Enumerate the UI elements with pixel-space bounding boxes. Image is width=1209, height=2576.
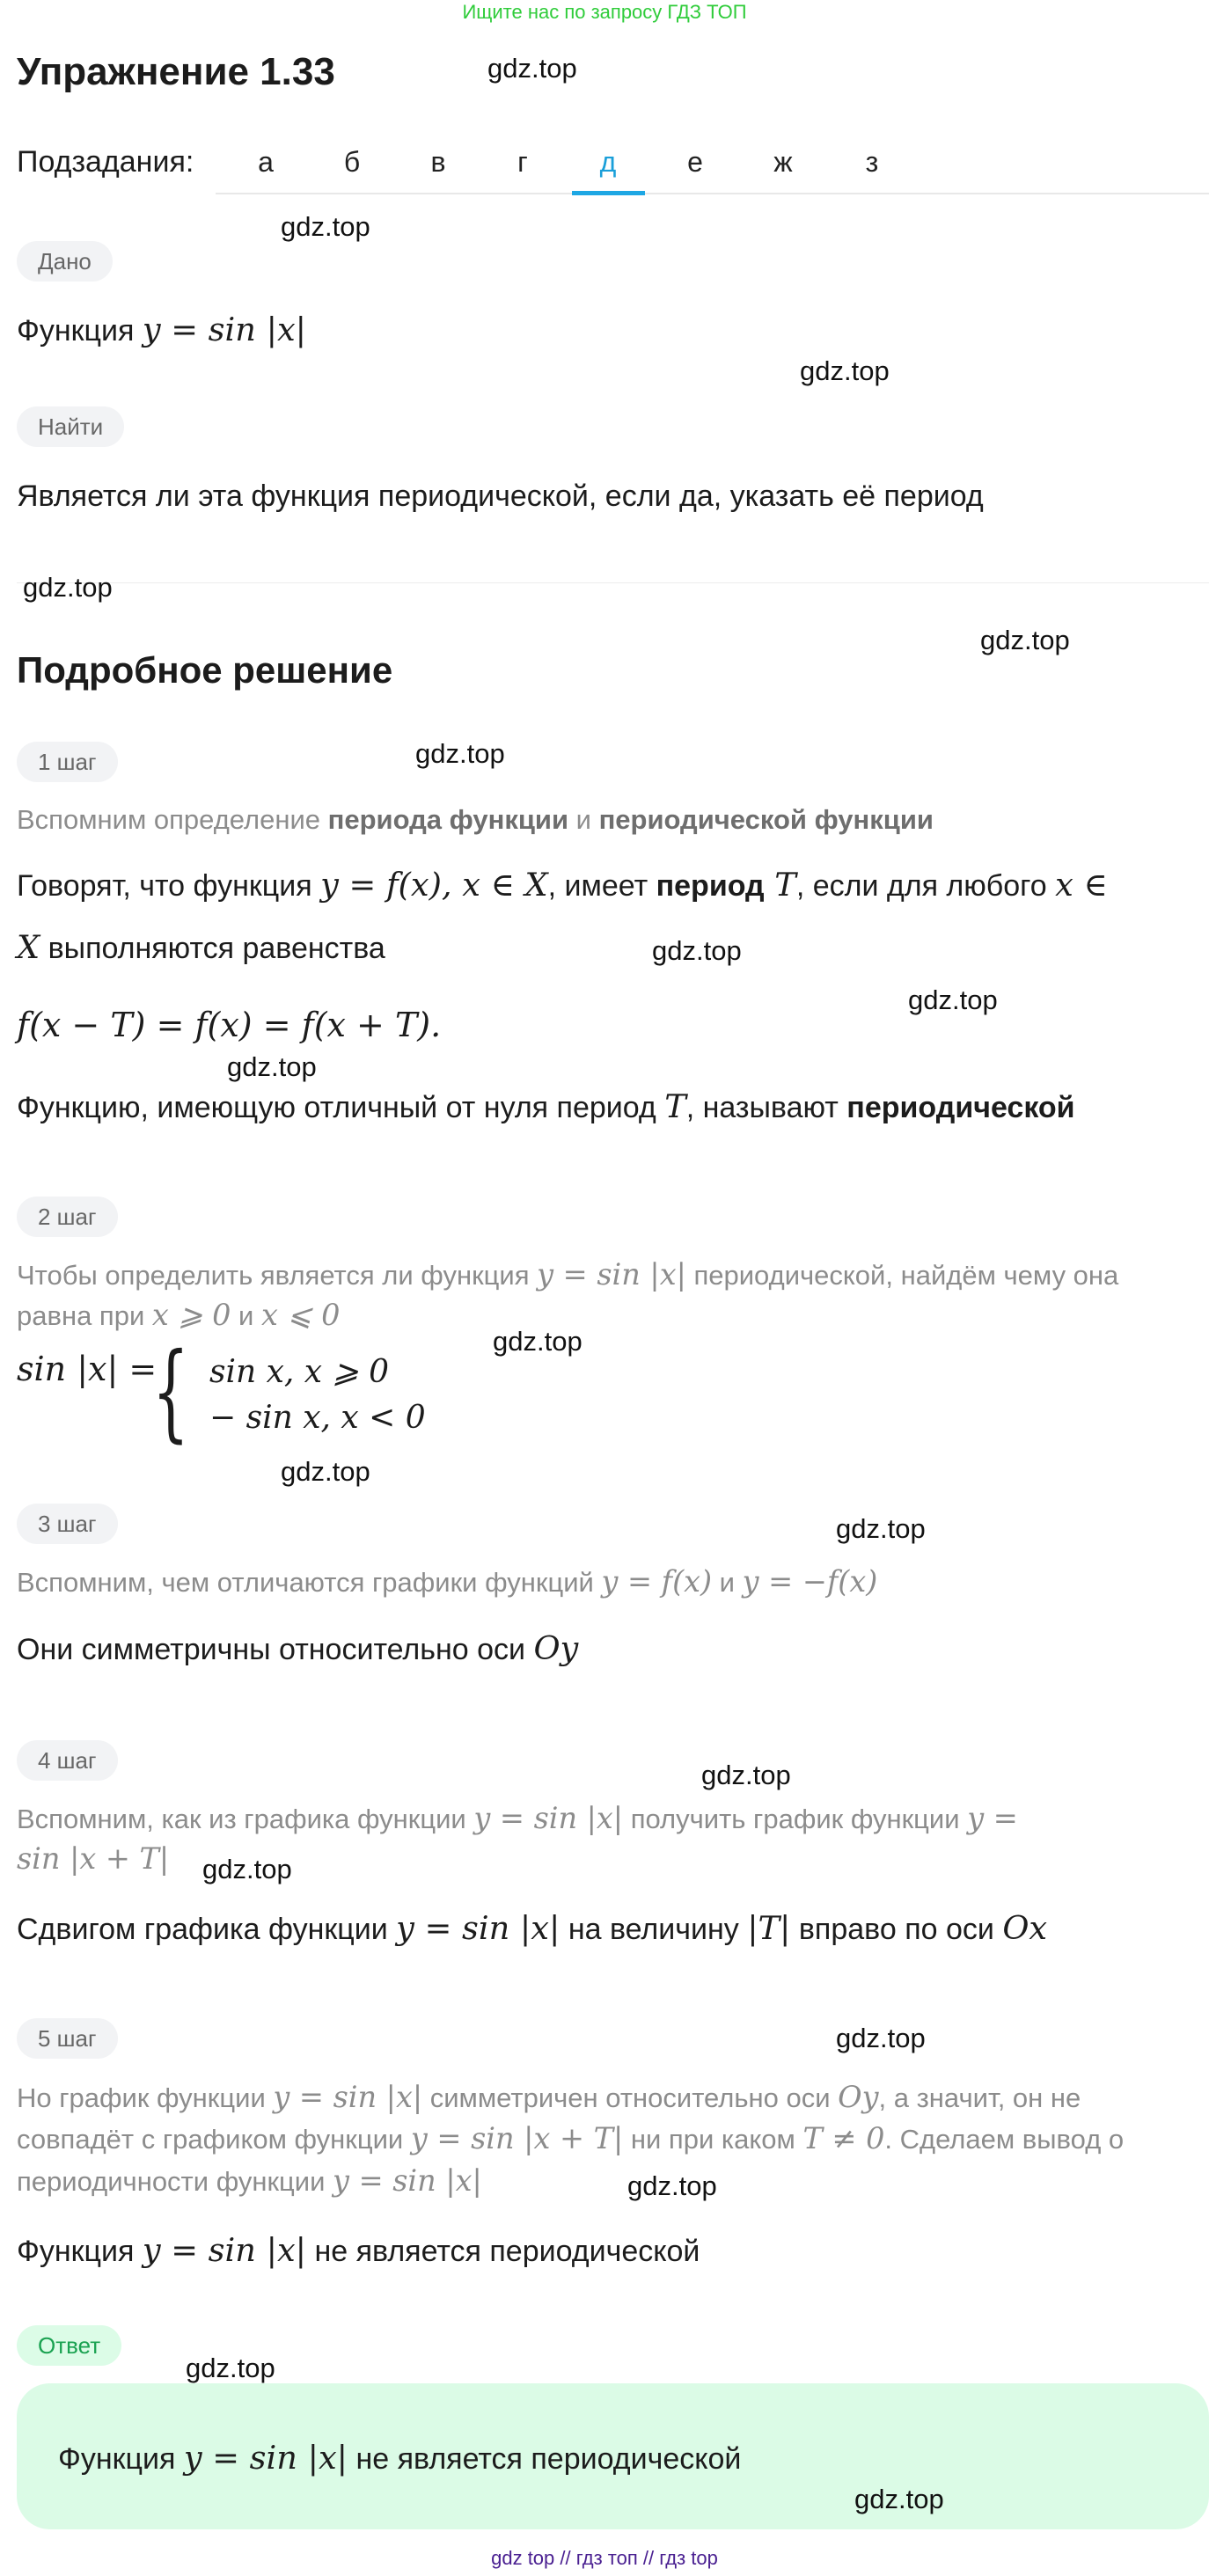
step-1-line-1 [17, 860, 1200, 910]
tab-zh[interactable]: ж [773, 146, 793, 178]
math: x ∈ [1055, 866, 1108, 904]
tab-e[interactable]: е [687, 146, 703, 178]
text: Чтобы определить является ли функция [17, 1260, 538, 1291]
tab-v[interactable]: в [430, 146, 446, 178]
step-1-formula: f(x − T) = f(x) = f(x + T). [17, 1006, 442, 1044]
bold-text: период [656, 869, 765, 903]
math: sin |x + T| [17, 1841, 170, 1876]
step-1-hint [17, 795, 1200, 845]
text: Функция [17, 314, 143, 348]
text: Функцию, имеющую отличный от нуля период [17, 1091, 665, 1124]
math: x ⩽ 0 [260, 1298, 341, 1332]
math: y = f(x) [601, 1564, 713, 1599]
answer-text [58, 2433, 1200, 2483]
tab-z[interactable]: з [865, 146, 879, 178]
given-badge: Дано [17, 241, 113, 282]
math: y = sin |x| [333, 2163, 482, 2198]
find-badge: Найти [17, 406, 124, 447]
math: y = [967, 1801, 1018, 1835]
watermark: gdz.top [652, 935, 742, 966]
tab-g[interactable]: г [517, 146, 528, 178]
math: y = sin |x| [142, 311, 307, 348]
text: ни при каком [623, 2124, 803, 2155]
watermark: gdz.top [23, 572, 113, 603]
watermark: gdz.top [493, 1326, 583, 1357]
math: T ≠ 0 [802, 2121, 885, 2155]
watermark: gdz.top [701, 1760, 791, 1790]
answer-badge: Ответ [17, 2325, 121, 2366]
math: Ox [1002, 1909, 1048, 1947]
text: Функция [17, 2235, 143, 2268]
step-1-line-2 [17, 923, 1200, 972]
bold-text: периодической функции [598, 804, 934, 835]
math: Oy [838, 2080, 879, 2114]
text: и [568, 804, 599, 835]
piecewise-lhs: sin |x| = [17, 1350, 158, 1388]
piecewise-case-1: sin x, x ⩾ 0 [209, 1354, 390, 1390]
math: T [664, 1087, 686, 1125]
watermark: gdz.top [836, 2023, 926, 2053]
step-3-line-1 [17, 1624, 1200, 1673]
text: Вспомним, как из графика функции [17, 1804, 474, 1834]
math: |T| [747, 1909, 791, 1947]
watermark: gdz.top [186, 2353, 275, 2383]
text: Вспомним, чем отличаются графики функций [17, 1567, 602, 1598]
math: y = sin |x| [273, 2080, 423, 2114]
bold-text: периода функции [327, 804, 569, 835]
text: Они симметричны относительно оси [17, 1633, 534, 1666]
step-5-hint-3 [17, 2156, 1200, 2206]
watermark: gdz.top [281, 211, 370, 242]
text: Говорят, что функция [17, 869, 321, 903]
text: периодической, найдём чему она [685, 1260, 1119, 1291]
step-2-badge: 2 шаг [17, 1197, 118, 1237]
text: совпадёт с графиком функции [17, 2124, 411, 2155]
text: на величину [560, 1913, 748, 1946]
text: симметричен относительно оси [422, 2082, 839, 2113]
find-text: Является ли эта функция периодической, если да, указать её период [17, 479, 984, 513]
math: y = sin |x + T| [410, 2121, 624, 2155]
text: . Сделаем вывод о [884, 2124, 1125, 2155]
text: , если для любого [795, 869, 1056, 903]
watermark: gdz.top [980, 625, 1070, 655]
text: периодичности функции [17, 2166, 333, 2197]
text: равна при [17, 1300, 152, 1331]
step-2-hint-2 [17, 1291, 1200, 1340]
text: и [231, 1300, 261, 1331]
text: Но график функции [17, 2082, 274, 2113]
watermark: gdz.top [854, 2484, 944, 2514]
text: выполняются равенства [40, 932, 385, 965]
bold-text: периодической [846, 1091, 1075, 1124]
watermark: gdz.top [487, 53, 577, 84]
math: X [17, 928, 40, 966]
step-4-line-1 [17, 1904, 1200, 1953]
step-4-badge: 4 шаг [17, 1740, 118, 1781]
text: Сдвигом графика функции [17, 1913, 397, 1946]
math: y = sin |x| [473, 1801, 624, 1835]
active-tab-indicator [572, 191, 645, 195]
piecewise-case-2: − sin x, x < 0 [209, 1400, 426, 1436]
text: не является периодической [348, 2442, 742, 2476]
step-1-badge: 1 шаг [17, 742, 118, 782]
text: получить график функции [623, 1804, 968, 1834]
step-4-hint-2 [17, 1834, 1200, 1884]
text: вправо по оси [790, 1913, 1003, 1946]
text: , а значит, он не [878, 2082, 1081, 2113]
step-5-line-1 [17, 2226, 1200, 2275]
text: и [712, 1567, 743, 1598]
math: y = sin |x| [396, 1909, 561, 1947]
step-5-badge: 5 шаг [17, 2018, 118, 2059]
footer-links[interactable]: gdz top // гдз топ // гдз top [491, 2547, 718, 2569]
page-title: Упражнение 1.33 [17, 50, 335, 93]
watermark: gdz.top [281, 1456, 370, 1487]
search-banner[interactable]: Ищите нас по запросу ГДЗ ТОП [462, 1, 747, 23]
watermark: gdz.top [836, 1513, 926, 1544]
text: , имеет [547, 869, 656, 903]
subtasks-label: Подзадания: [17, 145, 194, 179]
watermark: gdz.top [202, 1854, 292, 1884]
math: y = sin |x| [537, 1257, 686, 1292]
given-text [17, 305, 1200, 355]
tab-d[interactable]: д [599, 146, 617, 178]
step-1-line-3 [17, 1082, 1200, 1131]
watermark: gdz.top [908, 984, 998, 1015]
text: Вспомним определение [17, 804, 328, 835]
step-3-badge: 3 шаг [17, 1504, 118, 1544]
watermark: gdz.top [627, 2170, 717, 2201]
math: y = f(x), x ∈ X [320, 866, 548, 904]
math: Oy [533, 1629, 579, 1667]
section-divider [17, 582, 1209, 583]
math: y = sin |x| [183, 2439, 348, 2477]
step-3-hint [17, 1557, 1200, 1606]
watermark: gdz.top [227, 1051, 317, 1082]
text: не является периодической [306, 2235, 700, 2268]
solution-title: Подробное решение [17, 649, 393, 691]
text: , называют [685, 1091, 847, 1124]
tabs-divider [216, 193, 1209, 194]
tab-b[interactable]: б [343, 146, 361, 178]
math: T [764, 866, 796, 904]
watermark: gdz.top [800, 355, 890, 386]
text: Функция [58, 2442, 184, 2476]
watermark: gdz.top [415, 738, 505, 769]
math: y = sin |x| [142, 2231, 307, 2269]
math: y = −f(x) [742, 1564, 878, 1599]
brace-icon: { [152, 1331, 189, 1453]
tab-a[interactable]: а [258, 146, 274, 178]
math: x ⩾ 0 [151, 1298, 231, 1332]
